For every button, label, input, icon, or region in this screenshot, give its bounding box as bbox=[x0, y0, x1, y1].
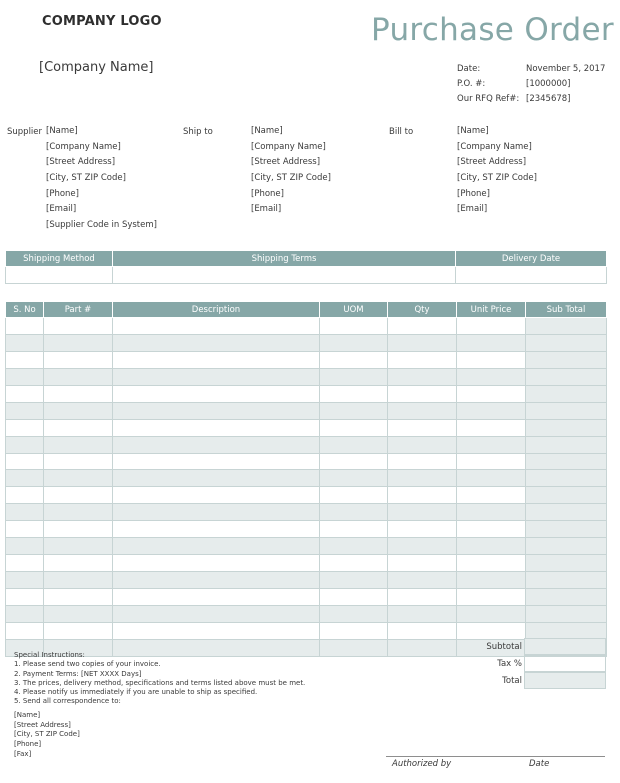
sno-cell[interactable] bbox=[6, 589, 44, 606]
uom-cell[interactable] bbox=[320, 453, 388, 470]
signature-date-label: Date bbox=[529, 759, 550, 769]
table-row bbox=[6, 368, 607, 385]
ship-to-address bbox=[251, 124, 331, 218]
unit-price-header: Unit Price bbox=[457, 302, 526, 318]
totals-block bbox=[440, 638, 606, 689]
ship-to-label: Ship to bbox=[183, 127, 213, 137]
uom-cell[interactable] bbox=[320, 487, 388, 504]
description-cell[interactable] bbox=[113, 605, 320, 622]
part-cell[interactable] bbox=[44, 538, 113, 555]
total-row bbox=[440, 672, 606, 689]
sno-cell[interactable] bbox=[6, 453, 44, 470]
table-row bbox=[6, 521, 607, 538]
bill-to-line: [Company Name] bbox=[457, 141, 532, 152]
qty-cell[interactable] bbox=[388, 470, 457, 487]
tax-value[interactable] bbox=[524, 655, 606, 672]
subtotal-value[interactable] bbox=[524, 638, 606, 655]
sno-cell[interactable] bbox=[6, 487, 44, 504]
ship-to-line: [City, ST ZIP Code] bbox=[251, 173, 331, 184]
qty-cell[interactable] bbox=[388, 605, 457, 622]
part-cell[interactable] bbox=[44, 589, 113, 606]
description-cell[interactable] bbox=[113, 436, 320, 453]
items-header-row bbox=[6, 302, 607, 318]
unit-price-cell[interactable] bbox=[457, 368, 526, 385]
table-row bbox=[6, 351, 607, 368]
description-cell[interactable] bbox=[113, 419, 320, 436]
qty-cell[interactable] bbox=[388, 368, 457, 385]
uom-cell[interactable] bbox=[320, 368, 388, 385]
part-cell[interactable] bbox=[44, 487, 113, 504]
qty-cell[interactable] bbox=[388, 453, 457, 470]
subtotal-cell[interactable] bbox=[526, 334, 607, 351]
total-value[interactable] bbox=[524, 672, 606, 689]
part-cell[interactable] bbox=[44, 402, 113, 419]
correspondence-address bbox=[14, 711, 80, 760]
subtotal-cell[interactable] bbox=[526, 555, 607, 572]
part-cell[interactable] bbox=[44, 453, 113, 470]
table-row bbox=[6, 538, 607, 555]
description-cell[interactable] bbox=[113, 555, 320, 572]
shipping-header-row bbox=[6, 251, 607, 267]
sno-cell[interactable] bbox=[6, 436, 44, 453]
qty-cell[interactable] bbox=[388, 589, 457, 606]
qty-cell[interactable] bbox=[388, 504, 457, 521]
unit-price-cell[interactable] bbox=[457, 622, 526, 639]
shipping-row bbox=[6, 267, 607, 284]
unit-price-cell[interactable] bbox=[457, 419, 526, 436]
supplier-line: [Name] bbox=[46, 126, 78, 136]
subtotal-cell[interactable] bbox=[526, 419, 607, 436]
description-header: Description bbox=[113, 302, 320, 318]
instruction-line: 2. Payment Terms: [NET XXXX Days] bbox=[14, 669, 142, 678]
table-row bbox=[6, 385, 607, 402]
part-cell[interactable] bbox=[44, 351, 113, 368]
qty-cell[interactable] bbox=[388, 351, 457, 368]
unit-price-cell[interactable] bbox=[457, 436, 526, 453]
sno-cell[interactable] bbox=[6, 521, 44, 538]
ship-to-line: [Email] bbox=[251, 204, 282, 215]
unit-price-cell[interactable] bbox=[457, 504, 526, 521]
sno-cell[interactable] bbox=[6, 419, 44, 436]
unit-price-cell[interactable] bbox=[457, 318, 526, 335]
instruction-line: 1. Please send two copies of your invoice. bbox=[14, 660, 161, 669]
rfq-label: Our RFQ Ref#: bbox=[457, 94, 520, 104]
qty-cell[interactable] bbox=[388, 572, 457, 589]
description-cell[interactable] bbox=[113, 521, 320, 538]
shipping-method-header: Shipping Method bbox=[6, 251, 113, 267]
table-row bbox=[6, 436, 607, 453]
supplier-line: [Email] bbox=[46, 204, 77, 215]
sno-cell[interactable] bbox=[6, 385, 44, 402]
special-instructions bbox=[14, 651, 305, 707]
uom-cell[interactable] bbox=[320, 419, 388, 436]
unit-price-cell[interactable] bbox=[457, 589, 526, 606]
table-row bbox=[6, 419, 607, 436]
sno-cell[interactable] bbox=[6, 318, 44, 335]
unit-price-cell[interactable] bbox=[457, 470, 526, 487]
uom-cell[interactable] bbox=[320, 589, 388, 606]
unit-price-cell[interactable] bbox=[457, 555, 526, 572]
description-cell[interactable] bbox=[113, 589, 320, 606]
unit-price-cell[interactable] bbox=[457, 351, 526, 368]
table-row bbox=[6, 504, 607, 521]
rfq-value: [2345678] bbox=[526, 94, 571, 104]
table-row bbox=[6, 334, 607, 351]
bill-to-line: [City, ST ZIP Code] bbox=[457, 173, 537, 184]
date-value: November 5, 2017 bbox=[526, 64, 606, 74]
table-row bbox=[6, 318, 607, 335]
instruction-line: 4. Please notify us immediately if you are unable to ship as specified. bbox=[14, 688, 258, 697]
description-cell[interactable] bbox=[113, 453, 320, 470]
subtotal-cell[interactable] bbox=[526, 368, 607, 385]
order-meta bbox=[457, 62, 605, 107]
subtotal-header: Sub Total bbox=[526, 302, 607, 318]
uom-cell[interactable] bbox=[320, 622, 388, 639]
unit-price-cell[interactable] bbox=[457, 605, 526, 622]
unit-price-cell[interactable] bbox=[457, 538, 526, 555]
po-row bbox=[457, 77, 605, 92]
description-cell[interactable] bbox=[113, 487, 320, 504]
part-cell[interactable] bbox=[44, 436, 113, 453]
subtotal-cell[interactable] bbox=[526, 385, 607, 402]
uom-cell[interactable] bbox=[320, 538, 388, 555]
uom-cell[interactable] bbox=[320, 334, 388, 351]
instruction-line: 3. The prices, delivery method, specifications and terms listed above must be met. bbox=[14, 678, 306, 687]
subtotal-cell[interactable] bbox=[526, 487, 607, 504]
po-value: [1000000] bbox=[526, 79, 571, 89]
qty-cell[interactable] bbox=[388, 622, 457, 639]
qty-cell[interactable] bbox=[388, 436, 457, 453]
description-cell[interactable] bbox=[113, 402, 320, 419]
description-cell[interactable] bbox=[113, 334, 320, 351]
supplier-line: [City, ST ZIP Code] bbox=[46, 173, 126, 184]
subtotal-cell[interactable] bbox=[526, 402, 607, 419]
sno-cell[interactable] bbox=[6, 572, 44, 589]
description-cell[interactable] bbox=[113, 504, 320, 521]
table-row bbox=[6, 589, 607, 606]
sno-cell[interactable] bbox=[6, 351, 44, 368]
subtotal-cell[interactable] bbox=[526, 622, 607, 639]
ship-to-line: [Company Name] bbox=[251, 141, 326, 152]
items-table bbox=[5, 301, 607, 657]
instruction-line: Special Instructions: bbox=[14, 651, 85, 659]
part-cell[interactable] bbox=[44, 555, 113, 572]
uom-cell[interactable] bbox=[320, 470, 388, 487]
qty-cell[interactable] bbox=[388, 318, 457, 335]
subtotal-cell[interactable] bbox=[526, 572, 607, 589]
subtotal-cell[interactable] bbox=[526, 504, 607, 521]
rfq-row bbox=[457, 92, 605, 107]
ship-to-line: [Street Address] bbox=[251, 157, 321, 168]
qty-header: Qty bbox=[388, 302, 457, 318]
qty-cell[interactable] bbox=[388, 487, 457, 504]
description-cell[interactable] bbox=[113, 572, 320, 589]
shipping-terms-header: Shipping Terms bbox=[113, 251, 456, 267]
uom-header: UOM bbox=[320, 302, 388, 318]
table-row bbox=[6, 605, 607, 622]
table-row bbox=[6, 453, 607, 470]
qty-cell[interactable] bbox=[388, 521, 457, 538]
correspondence-line: [Name] bbox=[14, 711, 41, 719]
unit-price-cell[interactable] bbox=[457, 453, 526, 470]
uom-cell[interactable] bbox=[320, 555, 388, 572]
part-cell[interactable] bbox=[44, 504, 113, 521]
instruction-line: 5. Send all correspondence to: bbox=[14, 697, 121, 706]
subtotal-cell[interactable] bbox=[526, 538, 607, 555]
description-cell[interactable] bbox=[113, 351, 320, 368]
subtotal-cell[interactable] bbox=[526, 470, 607, 487]
sno-cell[interactable] bbox=[6, 368, 44, 385]
subtotal-cell[interactable] bbox=[526, 351, 607, 368]
uom-cell[interactable] bbox=[320, 385, 388, 402]
part-cell[interactable] bbox=[44, 572, 113, 589]
company-name: [Company Name] bbox=[39, 60, 154, 75]
part-cell[interactable] bbox=[44, 385, 113, 402]
part-cell[interactable] bbox=[44, 334, 113, 351]
sno-header: S. No bbox=[6, 302, 44, 318]
date-row bbox=[457, 62, 605, 77]
supplier-line: [Supplier Code in System] bbox=[46, 220, 157, 231]
qty-cell[interactable] bbox=[388, 385, 457, 402]
table-row bbox=[6, 622, 607, 639]
part-header: Part # bbox=[44, 302, 113, 318]
supplier-line: [Phone] bbox=[46, 188, 79, 199]
unit-price-cell[interactable] bbox=[457, 572, 526, 589]
qty-cell[interactable] bbox=[388, 419, 457, 436]
unit-price-cell[interactable] bbox=[457, 487, 526, 504]
table-row bbox=[6, 487, 607, 504]
shipping-table bbox=[5, 250, 607, 284]
uom-cell[interactable] bbox=[320, 521, 388, 538]
description-cell[interactable] bbox=[113, 318, 320, 335]
qty-cell[interactable] bbox=[388, 402, 457, 419]
table-row bbox=[6, 572, 607, 589]
sno-cell[interactable] bbox=[6, 538, 44, 555]
uom-cell[interactable] bbox=[320, 402, 388, 419]
bill-to-line: [Email] bbox=[457, 204, 488, 215]
bill-to-line: [Street Address] bbox=[457, 157, 527, 168]
tax-row bbox=[440, 655, 606, 672]
po-label: P.O. #: bbox=[457, 79, 486, 89]
table-row bbox=[6, 555, 607, 572]
table-row bbox=[6, 470, 607, 487]
uom-cell[interactable] bbox=[320, 572, 388, 589]
supplier-label: Supplier bbox=[7, 127, 43, 137]
ship-to-line: [Phone] bbox=[251, 188, 284, 199]
bill-to-line: [Phone] bbox=[457, 188, 490, 199]
part-cell[interactable] bbox=[44, 622, 113, 639]
part-cell[interactable] bbox=[44, 368, 113, 385]
subtotal-cell[interactable] bbox=[526, 453, 607, 470]
subtotal-label: Subtotal bbox=[486, 641, 522, 652]
description-cell[interactable] bbox=[113, 470, 320, 487]
page-title: Purchase Order bbox=[371, 12, 614, 48]
qty-cell[interactable] bbox=[388, 555, 457, 572]
qty-cell[interactable] bbox=[388, 538, 457, 555]
correspondence-line: [City, ST ZIP Code] bbox=[14, 730, 80, 739]
ship-to-line: [Name] bbox=[251, 126, 283, 136]
supplier-line: [Company Name] bbox=[46, 141, 121, 152]
description-cell[interactable] bbox=[113, 368, 320, 385]
sno-cell[interactable] bbox=[6, 504, 44, 521]
unit-price-cell[interactable] bbox=[457, 334, 526, 351]
correspondence-line: [Fax] bbox=[14, 749, 32, 758]
signature-line bbox=[386, 756, 605, 757]
bill-to-line: [Name] bbox=[457, 126, 489, 136]
uom-cell[interactable] bbox=[320, 436, 388, 453]
subtotal-cell[interactable] bbox=[526, 521, 607, 538]
bill-to-address bbox=[457, 124, 537, 218]
part-cell[interactable] bbox=[44, 318, 113, 335]
subtotal-cell[interactable] bbox=[526, 605, 607, 622]
uom-cell[interactable] bbox=[320, 504, 388, 521]
unit-price-cell[interactable] bbox=[457, 402, 526, 419]
subtotal-cell[interactable] bbox=[526, 318, 607, 335]
tax-label: Tax % bbox=[497, 658, 522, 669]
part-cell[interactable] bbox=[44, 605, 113, 622]
subtotal-cell[interactable] bbox=[526, 589, 607, 606]
bill-to-label: Bill to bbox=[389, 127, 414, 137]
sno-cell[interactable] bbox=[6, 402, 44, 419]
delivery-date-cell[interactable] bbox=[456, 267, 607, 284]
delivery-date-header: Delivery Date bbox=[456, 251, 607, 267]
supplier-line: [Street Address] bbox=[46, 157, 116, 168]
part-cell[interactable] bbox=[44, 419, 113, 436]
part-cell[interactable] bbox=[44, 521, 113, 538]
items-body bbox=[6, 318, 607, 657]
subtotal-cell[interactable] bbox=[526, 436, 607, 453]
table-row bbox=[6, 402, 607, 419]
description-cell[interactable] bbox=[113, 385, 320, 402]
uom-cell[interactable] bbox=[320, 351, 388, 368]
authorized-by-label: Authorized by bbox=[392, 759, 452, 769]
correspondence-line: [Phone] bbox=[14, 740, 42, 749]
supplier-address bbox=[46, 124, 157, 234]
total-label: Total bbox=[502, 675, 522, 686]
part-cell[interactable] bbox=[44, 470, 113, 487]
sno-cell[interactable] bbox=[6, 605, 44, 622]
sno-cell[interactable] bbox=[6, 470, 44, 487]
unit-price-cell[interactable] bbox=[457, 521, 526, 538]
sno-cell[interactable] bbox=[6, 555, 44, 572]
uom-cell[interactable] bbox=[320, 318, 388, 335]
description-cell[interactable] bbox=[113, 538, 320, 555]
unit-price-cell[interactable] bbox=[457, 385, 526, 402]
uom-cell[interactable] bbox=[320, 605, 388, 622]
uom-cell[interactable] bbox=[320, 639, 388, 656]
shipping-method-cell[interactable] bbox=[6, 267, 113, 284]
sno-cell[interactable] bbox=[6, 334, 44, 351]
sno-cell[interactable] bbox=[6, 622, 44, 639]
date-label: Date: bbox=[457, 64, 481, 74]
company-logo: COMPANY LOGO bbox=[42, 14, 162, 29]
description-cell[interactable] bbox=[113, 622, 320, 639]
correspondence-line: [Street Address] bbox=[14, 720, 71, 729]
shipping-terms-cell[interactable] bbox=[113, 267, 456, 284]
qty-cell[interactable] bbox=[388, 334, 457, 351]
subtotal-row bbox=[440, 638, 606, 655]
